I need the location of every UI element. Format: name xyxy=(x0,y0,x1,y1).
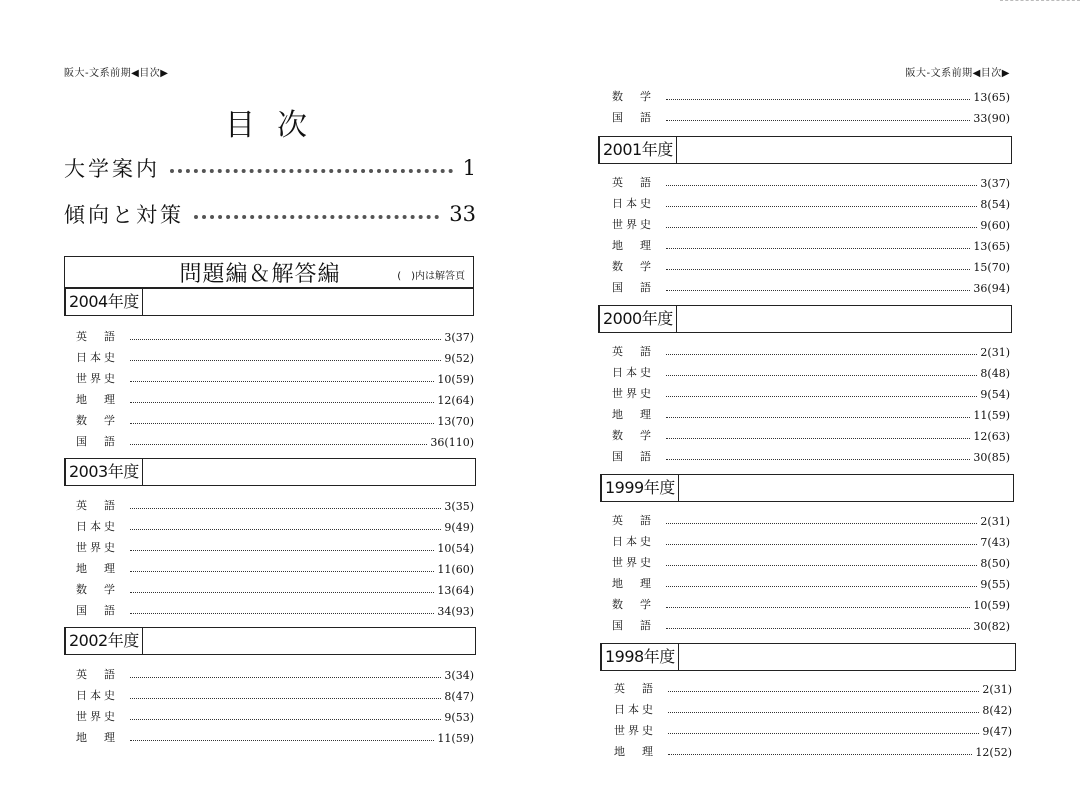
leader-dots xyxy=(130,381,434,382)
page-ref: 8(48) xyxy=(980,367,1010,380)
toc-entry[interactable] xyxy=(76,579,474,597)
leader-dots xyxy=(130,402,434,403)
subject-label: 英 語 xyxy=(612,345,654,358)
page-ref: 9(55) xyxy=(980,578,1010,591)
major-entry-label: 傾向と対策 xyxy=(64,203,184,227)
leader-dots xyxy=(666,290,970,291)
subject-label: 数 学 xyxy=(76,414,118,427)
leader-dots xyxy=(666,354,977,355)
leader-dots xyxy=(130,571,434,572)
page-ref: 9(47) xyxy=(982,725,1012,738)
subject-label: 日本史 xyxy=(614,703,656,716)
page-ref: 36(94) xyxy=(973,282,1010,295)
leader-dots xyxy=(666,185,977,186)
toc-entry[interactable] xyxy=(612,341,1010,359)
major-entry-university-guide[interactable] xyxy=(64,153,476,183)
subject-label: 国 語 xyxy=(612,619,654,632)
subject-label: 国 語 xyxy=(612,450,654,463)
toc-entry[interactable] xyxy=(76,727,474,745)
subject-label: 世界史 xyxy=(612,556,654,569)
leader-dots xyxy=(666,227,977,228)
subject-label: 地 理 xyxy=(612,239,654,252)
leader-dots xyxy=(666,375,977,376)
leader-dots xyxy=(130,698,441,699)
page-ref: 8(50) xyxy=(980,557,1010,570)
leader-dots xyxy=(130,592,434,593)
leader-dots xyxy=(130,740,434,741)
toc-entry[interactable] xyxy=(612,404,1010,422)
year-label: 2003年度 xyxy=(66,459,143,485)
page-ref: 3(35) xyxy=(444,500,474,513)
year-box-2003 xyxy=(64,458,476,486)
subject-label: 世界史 xyxy=(614,724,656,737)
year-box-2002 xyxy=(64,627,476,655)
page-ref: 36(110) xyxy=(430,436,474,449)
leader-dots xyxy=(668,733,979,734)
toc-entry[interactable] xyxy=(612,383,1010,401)
toc-entry[interactable] xyxy=(76,600,474,618)
page-ref: 9(60) xyxy=(980,219,1010,232)
page-ref: 12(52) xyxy=(975,746,1012,759)
leader-dots xyxy=(666,396,977,397)
toc-entry[interactable] xyxy=(76,389,474,407)
leader-dots xyxy=(666,607,970,608)
toc-entry[interactable] xyxy=(612,552,1010,570)
page-ref: 30(82) xyxy=(973,620,1010,633)
toc-entry[interactable] xyxy=(614,699,1012,717)
leader-dots xyxy=(666,628,970,629)
toc-entry[interactable] xyxy=(612,573,1010,591)
year-label: 2004年度 xyxy=(66,289,143,315)
page-ref: 3(37) xyxy=(980,177,1010,190)
toc-entry[interactable] xyxy=(76,368,474,386)
toc-entry[interactable] xyxy=(612,615,1010,633)
subject-label: 数 学 xyxy=(612,90,654,103)
leader-dots xyxy=(668,754,972,755)
subject-label: 日本史 xyxy=(612,197,654,210)
page-ref: 15(70) xyxy=(973,261,1010,274)
toc-entry[interactable] xyxy=(612,235,1010,253)
toc-entry[interactable] xyxy=(612,362,1010,380)
page-ref: 13(65) xyxy=(973,91,1010,104)
toc-entry[interactable] xyxy=(76,326,474,344)
leader-dots xyxy=(130,508,441,509)
subject-label: 数 学 xyxy=(612,429,654,442)
subject-label: 英 語 xyxy=(612,176,654,189)
page-ref: 8(42) xyxy=(982,704,1012,717)
subject-label: 地 理 xyxy=(612,408,654,421)
toc-entry[interactable] xyxy=(612,107,1010,125)
section-title: 問題編＆解答編 xyxy=(179,261,341,287)
subject-label: 日本史 xyxy=(76,520,118,533)
subject-label: 日本史 xyxy=(76,351,118,364)
section-header-box xyxy=(64,256,474,288)
subject-label: 世界史 xyxy=(612,387,654,400)
running-header: 阪大-文系前期◀目次▶ xyxy=(64,68,169,79)
toc-entry[interactable] xyxy=(612,193,1010,211)
subject-label: 地 理 xyxy=(614,745,656,758)
leader-dots xyxy=(130,423,434,424)
subject-label: 地 理 xyxy=(76,393,118,406)
toc-entry[interactable] xyxy=(612,425,1010,443)
subject-label: 国 語 xyxy=(76,435,118,448)
year-box-2004 xyxy=(64,288,474,316)
page-ref: 12(63) xyxy=(973,430,1010,443)
page-ref: 11(59) xyxy=(437,732,474,745)
page-ref: 2(31) xyxy=(982,683,1012,696)
page-ref: 9(53) xyxy=(444,711,474,724)
leader-dots xyxy=(194,215,439,219)
subject-label: 英 語 xyxy=(76,668,118,681)
page-ref: 30(85) xyxy=(973,451,1010,464)
leader-dots xyxy=(668,691,979,692)
page-ref: 13(64) xyxy=(437,584,474,597)
toc-entry[interactable] xyxy=(614,720,1012,738)
page-ref: 10(54) xyxy=(437,542,474,555)
leader-dots xyxy=(666,438,970,439)
subject-label: 日本史 xyxy=(76,689,118,702)
leader-dots xyxy=(170,169,453,173)
subject-label: 地 理 xyxy=(76,731,118,744)
subject-label: 地 理 xyxy=(76,562,118,575)
leader-dots xyxy=(666,120,970,121)
major-entry-trends[interactable] xyxy=(64,199,476,229)
toc-entry[interactable] xyxy=(76,431,474,449)
major-entry-page: 1 xyxy=(462,156,476,180)
leader-dots xyxy=(666,99,970,100)
year-label: 1998年度 xyxy=(602,644,679,670)
subject-label: 国 語 xyxy=(612,111,654,124)
page-ref: 13(65) xyxy=(973,240,1010,253)
leader-dots xyxy=(666,565,977,566)
subject-label: 日本史 xyxy=(612,535,654,548)
subject-label: 国 語 xyxy=(612,281,654,294)
toc-title: 目次 xyxy=(225,108,329,143)
toc-entry[interactable] xyxy=(612,446,1010,464)
page-ref: 2(31) xyxy=(980,515,1010,528)
subject-label: 数 学 xyxy=(612,598,654,611)
page-ref: 8(47) xyxy=(444,690,474,703)
toc-entry[interactable] xyxy=(612,277,1010,295)
subject-label: 英 語 xyxy=(614,682,656,695)
leader-dots xyxy=(666,459,970,460)
page-ref: 12(64) xyxy=(437,394,474,407)
year-label: 2001年度 xyxy=(600,137,677,163)
leader-dots xyxy=(666,544,977,545)
major-entry-page: 33 xyxy=(449,202,476,226)
subject-label: 世界史 xyxy=(76,372,118,385)
toc-entry[interactable] xyxy=(614,678,1012,696)
major-entry-label: 大学案内 xyxy=(64,157,160,181)
page-ref: 9(49) xyxy=(444,521,474,534)
toc-entry[interactable] xyxy=(612,594,1010,612)
running-header: 阪大-文系前期◀目次▶ xyxy=(905,68,1010,79)
toc-entry[interactable] xyxy=(76,685,474,703)
page-ref: 7(43) xyxy=(980,536,1010,549)
toc-entry[interactable] xyxy=(612,172,1010,190)
subject-label: 世界史 xyxy=(612,218,654,231)
toc-entry[interactable] xyxy=(612,86,1010,104)
toc-entry[interactable] xyxy=(614,741,1012,759)
subject-label: 英 語 xyxy=(76,330,118,343)
toc-entry[interactable] xyxy=(612,531,1010,549)
toc-entry[interactable] xyxy=(76,706,474,724)
page-ref: 11(59) xyxy=(973,409,1010,422)
page-ref: 9(54) xyxy=(980,388,1010,401)
section-note: ( )内は解答頁 xyxy=(397,271,465,282)
leader-dots xyxy=(668,712,979,713)
leader-dots xyxy=(666,248,970,249)
toc-entry[interactable] xyxy=(612,214,1010,232)
leader-dots xyxy=(130,444,427,445)
subject-label: 日本史 xyxy=(612,366,654,379)
leader-dots xyxy=(666,523,977,524)
toc-entry[interactable] xyxy=(76,347,474,365)
subject-label: 英 語 xyxy=(612,514,654,527)
leader-dots xyxy=(130,339,441,340)
page-ref: 33(90) xyxy=(973,112,1010,125)
leader-dots xyxy=(666,206,977,207)
page-ref: 13(70) xyxy=(437,415,474,428)
toc-entry[interactable] xyxy=(76,537,474,555)
page-ref: 10(59) xyxy=(973,599,1010,612)
subject-label: 地 理 xyxy=(612,577,654,590)
page-ref: 3(37) xyxy=(444,331,474,344)
leader-dots xyxy=(130,360,441,361)
year-label: 1999年度 xyxy=(602,475,679,501)
toc-entry[interactable] xyxy=(76,410,474,428)
subject-label: 世界史 xyxy=(76,541,118,554)
page-ref: 2(31) xyxy=(980,346,1010,359)
leader-dots xyxy=(130,613,434,614)
leader-dots xyxy=(130,677,441,678)
toc-entry[interactable] xyxy=(76,516,474,534)
year-label: 2000年度 xyxy=(600,306,677,332)
page-ref: 9(52) xyxy=(444,352,474,365)
year-label: 2002年度 xyxy=(66,628,143,654)
subject-label: 数 学 xyxy=(612,260,654,273)
page-ref: 34(93) xyxy=(437,605,474,618)
toc-entry[interactable] xyxy=(612,256,1010,274)
leader-dots xyxy=(666,269,970,270)
toc-entry[interactable] xyxy=(612,510,1010,528)
leader-dots xyxy=(666,417,970,418)
toc-entry[interactable] xyxy=(76,558,474,576)
leader-dots xyxy=(130,529,441,530)
leader-dots xyxy=(130,719,441,720)
page-ref: 10(59) xyxy=(437,373,474,386)
subject-label: 国 語 xyxy=(76,604,118,617)
toc-entry[interactable] xyxy=(76,495,474,513)
toc-entry[interactable] xyxy=(76,664,474,682)
page-ref: 11(60) xyxy=(437,563,474,576)
leader-dots xyxy=(666,586,977,587)
page-ref: 8(54) xyxy=(980,198,1010,211)
subject-label: 世界史 xyxy=(76,710,118,723)
subject-label: 英 語 xyxy=(76,499,118,512)
subject-label: 数 学 xyxy=(76,583,118,596)
page-ref: 3(34) xyxy=(444,669,474,682)
leader-dots xyxy=(130,550,434,551)
